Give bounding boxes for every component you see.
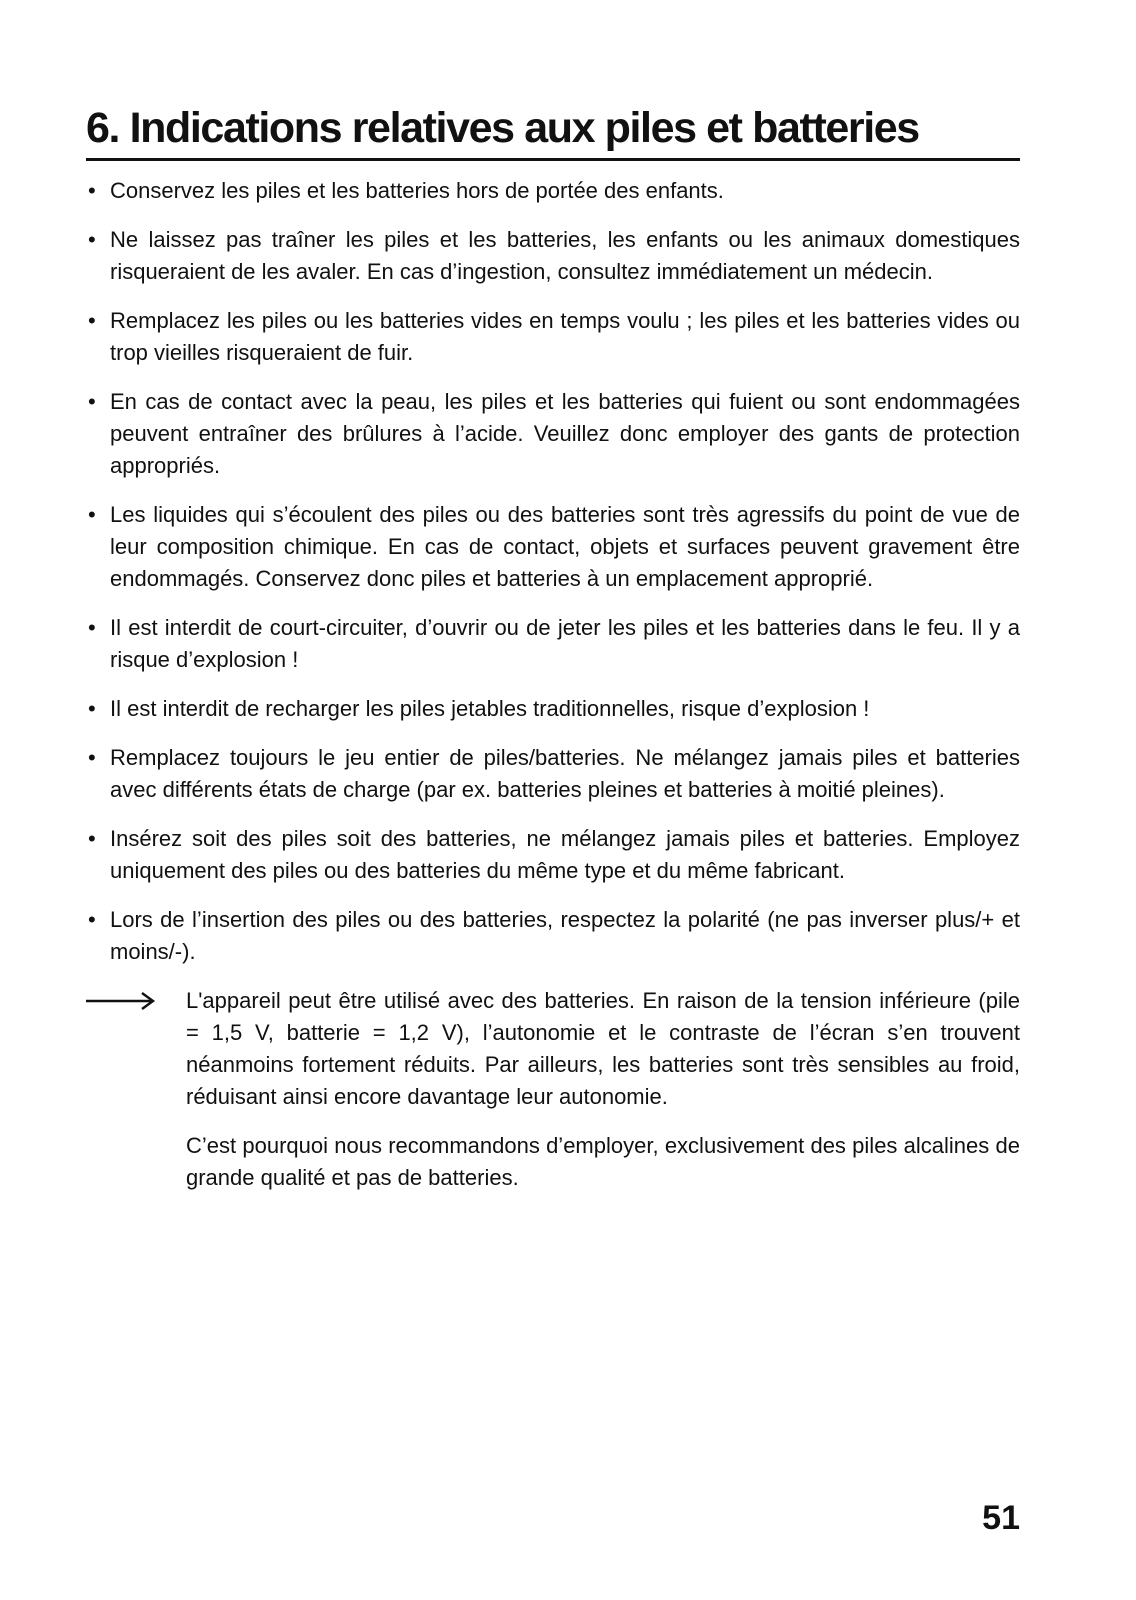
list-item-text: En cas de contact avec la peau, les piles et les batteries qui fuient ou sont endommagées peuvent entraîner des brûlures à l’acide. Veuillez donc employer des gants de protection appropriés. — [110, 389, 1020, 478]
bullet-icon: • — [88, 745, 96, 770]
list-item-text: Il est interdit de recharger les piles jetables traditionnelles, risque d’explosion ! — [110, 696, 870, 721]
list-item-text: Lors de l’insertion des piles ou des batteries, respectez la polarité (ne pas inverser plus/+ et moins/-). — [110, 907, 1020, 964]
list-item-text: Insérez soit des piles soit des batteries, ne mélangez jamais piles et batteries. Employez uniquement des piles ou des batteries du même type et du même fabricant. — [110, 826, 1020, 883]
list-item-text: Il est interdit de court-circuiter, d’ouvrir ou de jeter les piles et les batteries dans le feu. Il y a risque d’explosion ! — [110, 615, 1020, 672]
list-item — [86, 175, 1020, 207]
bullet-icon: • — [88, 502, 96, 527]
section-title: 6. Indications relatives aux piles et batteries — [86, 100, 1020, 161]
note-block — [86, 985, 1020, 1194]
document-page — [86, 100, 1020, 1211]
list-item — [86, 386, 1020, 482]
list-item-text: Conservez les piles et les batteries hors de portée des enfants. — [110, 178, 724, 203]
list-item — [86, 742, 1020, 806]
note-paragraph: L'appareil peut être utilisé avec des batteries. En raison de la tension inférieure (pile = 1,5 V, batterie = 1,2 V), l’autonomie et le contraste de l’écran s’en trouvent néanmoins fortement réduits. Par ailleurs, les batteries sont très sensibles au froid, réduisant ainsi encore davantage leur autonomie. — [186, 988, 1020, 1109]
list-item — [86, 224, 1020, 288]
list-item-text: Ne laissez pas traîner les piles et les batteries, les enfants ou les animaux domestiques risqueraient de les avaler. En cas d’ingestion, consultez immédiatement un médecin. — [110, 227, 1020, 284]
list-item — [86, 305, 1020, 369]
list-item-text: Remplacez les piles ou les batteries vides en temps voulu ; les piles et les batteries vides ou trop vieilles risqueraient de fuir. — [110, 308, 1020, 365]
list-item — [86, 499, 1020, 595]
bullet-icon: • — [88, 178, 96, 203]
list-item — [86, 904, 1020, 968]
bullet-icon: • — [88, 389, 96, 414]
safety-bullet-list — [86, 175, 1020, 968]
note-paragraph: C’est pourquoi nous recommandons d’employer, exclusivement des piles alcalines de grande qualité et pas de batteries. — [186, 1133, 1020, 1190]
bullet-icon: • — [88, 907, 96, 932]
bullet-icon: • — [88, 696, 96, 721]
list-item — [86, 823, 1020, 887]
list-item — [86, 693, 1020, 725]
bullet-icon: • — [88, 615, 96, 640]
page-number: 51 — [982, 1499, 1020, 1537]
bullet-icon: • — [88, 308, 96, 333]
bullet-icon: • — [88, 227, 96, 252]
list-item-text: Remplacez toujours le jeu entier de piles/batteries. Ne mélangez jamais piles et batteries avec différents états de charge (par ex. batteries pleines et batteries à moitié pleines). — [110, 745, 1020, 802]
arrow-right-icon — [86, 991, 156, 1011]
list-item-text: Les liquides qui s’écoulent des piles ou des batteries sont très agressifs du point de vue de leur composition chimique. En cas de contact, objets et surfaces peuvent gravement être endommagés. Conservez donc piles et batteries à un emplacement approprié. — [110, 502, 1020, 591]
bullet-icon: • — [88, 826, 96, 851]
list-item — [86, 612, 1020, 676]
